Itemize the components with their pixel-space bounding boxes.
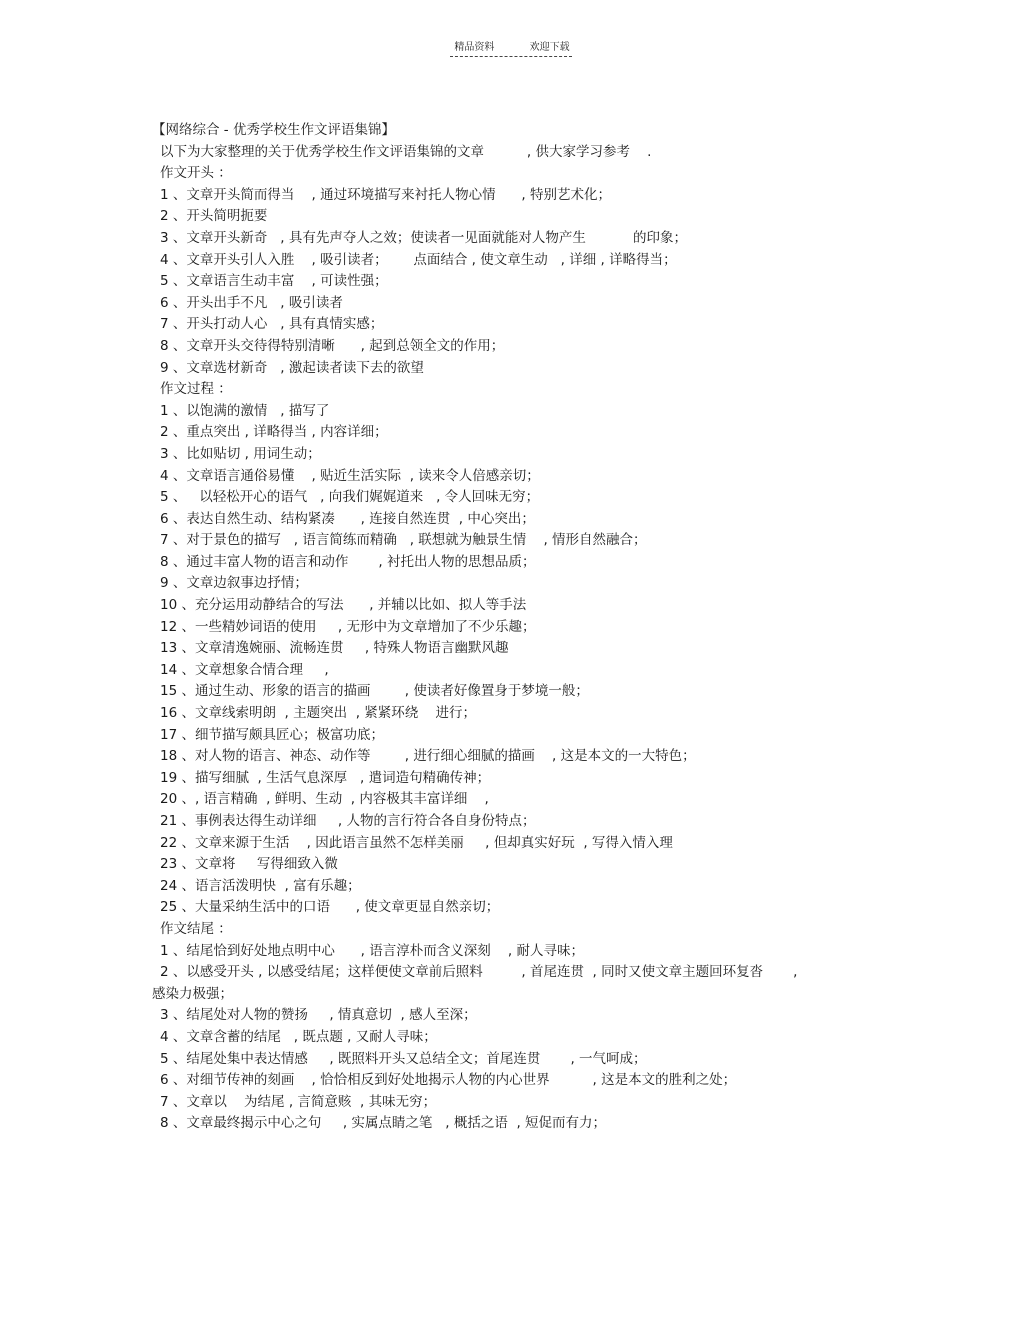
list-item: 3 、比如贴切 , 用词生动； (160, 445, 321, 462)
list-item: 5 、 以轻松开心的语气 , 向我们娓娓道来 , 令人回味无穷； (160, 489, 540, 506)
list-item: 2 、以感受开头 , 以感受结尾；这样便使文章前后照料 , 首尾连贯 , 同时又使文章主题回环复沓 , (160, 964, 798, 981)
list-item: 22 、文章来源于生活 , 因此语言虽然不怎样美丽 , 但却真实好玩 , 写得入情入理 (160, 834, 673, 851)
list-item: 7 、文章以 为结尾 , 言简意赅 , 其味无穷； (160, 1093, 437, 1110)
list-item: 8 、文章开头交待得特别清晰 , 起到总领全文的作用； (160, 337, 505, 354)
header-divider (450, 56, 572, 57)
list-item: 5 、文章语言生动丰富 , 可读性强； (160, 273, 388, 290)
list-item: 10 、充分运用动静结合的写法 , 并辅以比如、拟人等手法 (160, 597, 527, 614)
list-item: 15 、通过生动、形象的语言的描画 , 使读者好像置身于梦境一般； (160, 683, 589, 700)
list-item: 4 、文章含蓄的结尾 , 既点题 , 又耐人寻味； (160, 1028, 437, 1045)
list-item: 2 、开头简明扼要 (160, 208, 268, 225)
section-heading-process: 作文过程 ： (160, 381, 232, 398)
intro-paragraph: 以下为大家整理的关于优秀学校生作文评语集锦的文章 , 供大家学习参考 . (160, 143, 652, 160)
list-item: 3 、文章开头新奇 , 具有先声夺人之效；使读者一见面就能对人物产生 的印象； (160, 229, 688, 246)
list-item: 16 、文章线索明朗 , 主题突出 , 紧紧环绕 进行； (160, 705, 476, 722)
list-item: 19 、描写细腻 , 生活气息深厚 , 遣词造句精确传神； (160, 769, 491, 786)
list-item: 25 、大量采纳生活中的口语 , 使文章更显自然亲切； (160, 899, 500, 916)
header-right-text: 欢迎下载 (529, 42, 570, 53)
list-item: 8 、文章最终揭示中心之句 , 实属点睛之笔 , 概括之语 , 短促而有力； (160, 1115, 607, 1132)
list-item-continuation: 感染力极强； (152, 985, 233, 1002)
list-item: 9 、文章选材新奇 , 激起读者读下去的欲望 (160, 359, 424, 376)
document-body (152, 120, 892, 1135)
list-item: 17 、细节描写颇具匠心；极富功底； (160, 726, 384, 743)
list-item: 4 、文章开头引人入胜 , 吸引读者； 点面结合 , 使文章生动 , 详细 , 详略得当； (160, 251, 677, 268)
list-item: 23 、文章将 写得细致入微 (160, 856, 338, 873)
list-item: 14 、文章想象合情合理 , (160, 661, 329, 678)
list-item: 7 、开头打动人心 , 具有真情实感； (160, 316, 384, 333)
section-heading-opening: 作文开头 ： (160, 165, 232, 182)
header-left-text: 精品资料 (454, 42, 495, 53)
list-item: 13 、文章清逸婉丽、流畅连贯 , 特殊人物语言幽默风趣 (160, 640, 509, 657)
list-item: 21 、事例表达得生动详细 , 人物的言行符合各自身份特点； (160, 813, 536, 829)
list-item: 24 、语言活泼明快 , 富有乐趣； (160, 877, 361, 894)
list-item: 7 、对于景色的描写 , 语言简练而精确 , 联想就为触景生情 , 情形自然融合； (160, 532, 647, 549)
list-item: 6 、开头出手不凡 , 吸引读者 (160, 294, 343, 311)
list-item: 5 、结尾处集中表达情感 , 既照料开头又总结全文；首尾连贯 , 一气呵成； (160, 1050, 647, 1067)
list-item: 20 、, 语言精确 , 鲜明、生动 , 内容极其丰富详细 , (160, 791, 489, 808)
list-item: 8 、通过丰富人物的语言和动作 , 衬托出人物的思想品质； (160, 553, 536, 570)
section-heading-ending: 作文结尾 ： (160, 920, 232, 937)
list-item: 2 、重点突出 , 详略得当 , 内容详细； (160, 424, 388, 441)
list-item: 3 、结尾处对人物的赞扬 , 情真意切 , 感人至深； (160, 1007, 477, 1024)
list-item: 1 、以饱满的激情 , 描写了 (160, 402, 330, 419)
list-item: 1 、结尾恰到好处地点明中心 , 语言淳朴而含义深刻 , 耐人寻味； (160, 942, 584, 959)
list-item: 4 、文章语言通俗易懂 , 贴近生活实际 , 读来令人倍感亲切； (160, 467, 540, 484)
list-item: 12 、一些精妙词语的使用 , 无形中为文章增加了不少乐趣； (160, 618, 536, 635)
list-item: 18 、对人物的语言、神态、动作等 , 进行细心细腻的描画 , 这是本文的一大特色； (160, 748, 696, 765)
list-item: 1 、文章开头简而得当 , 通过环境描写来衬托人物心情 , 特别艺术化； (160, 186, 611, 203)
list-item: 6 、表达自然生动、结构紧凑 , 连接自然连贯 , 中心突出； (160, 510, 535, 527)
document-title: 【网络综合 - 优秀学校生作文评语集锦】 (152, 122, 395, 138)
page-header (0, 38, 1024, 53)
list-item: 6 、对细节传神的刻画 , 恰恰相反到好处地揭示人物的内心世界 , 这是本文的胜利之处； (160, 1072, 737, 1089)
list-item: 9 、文章边叙事边抒情； (160, 575, 308, 592)
